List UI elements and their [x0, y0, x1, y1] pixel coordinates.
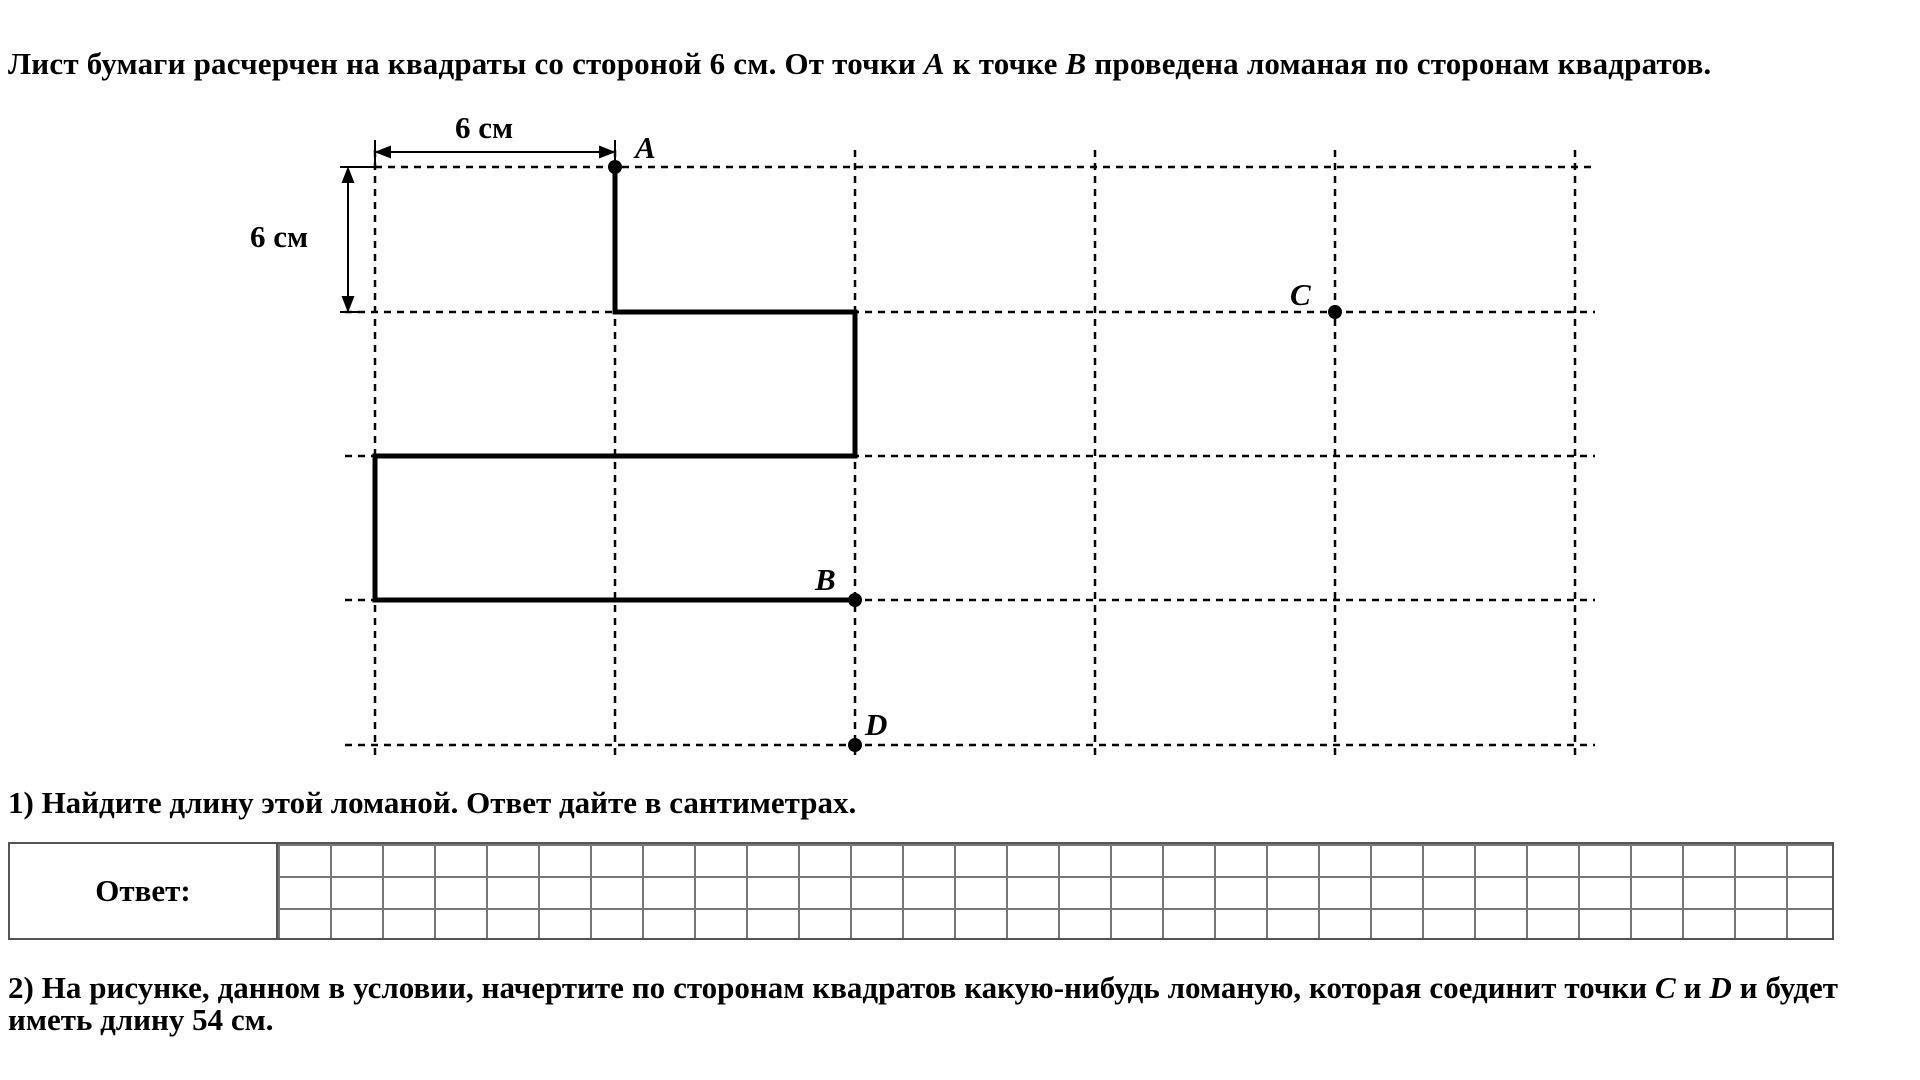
dim-left-arrow-bottom: [343, 297, 353, 310]
label-c: C: [1290, 277, 1311, 312]
problem-point-a: A: [923, 46, 945, 81]
point-d-dot: [848, 738, 862, 752]
problem-text-part3: проведена ломаная по сторонам квадратов.: [1086, 46, 1712, 81]
label-a: A: [635, 130, 656, 165]
point-a-dot: [608, 160, 622, 174]
label-b: B: [815, 562, 836, 597]
polyline-a-b: [375, 167, 855, 600]
problem-text-part1: Лист бумаги расчерчен на квадраты со стороной 6 см. От точки: [8, 46, 924, 81]
question-2-part2: и: [1675, 970, 1710, 1005]
point-c-dot: [1328, 305, 1342, 319]
dim-top-arrow-left: [377, 147, 390, 157]
question-2-part3: и будет иметь длину 54 см.: [8, 970, 1838, 1037]
dim-left-label: 6 см: [250, 219, 309, 254]
dim-top-label: 6 см: [455, 110, 514, 145]
answer-cells-grid[interactable]: [278, 844, 1832, 938]
question-1: 1) Найдите длину этой ломаной. Ответ дайте в сантиметрах.: [8, 785, 857, 820]
answer-box: [8, 842, 1834, 940]
question-2-point-c: C: [1655, 970, 1676, 1005]
question-2-point-d: D: [1709, 970, 1732, 1005]
point-b-dot: [848, 593, 862, 607]
problem-point-b: B: [1065, 46, 1087, 81]
question-2-part1: 2) На рисунке, данном в условии, начертите по сторонам квадратов какую-нибудь ломаную, которая соединит точки: [8, 970, 1655, 1005]
label-d: D: [865, 707, 888, 742]
dim-top-arrow-right: [600, 147, 613, 157]
question-2: [8, 972, 1838, 1036]
dim-top-corner: [345, 150, 375, 167]
problem-text-part2: к точке: [944, 46, 1066, 81]
answer-label: Ответ:: [10, 844, 278, 938]
dim-left-arrow-top: [343, 169, 353, 182]
